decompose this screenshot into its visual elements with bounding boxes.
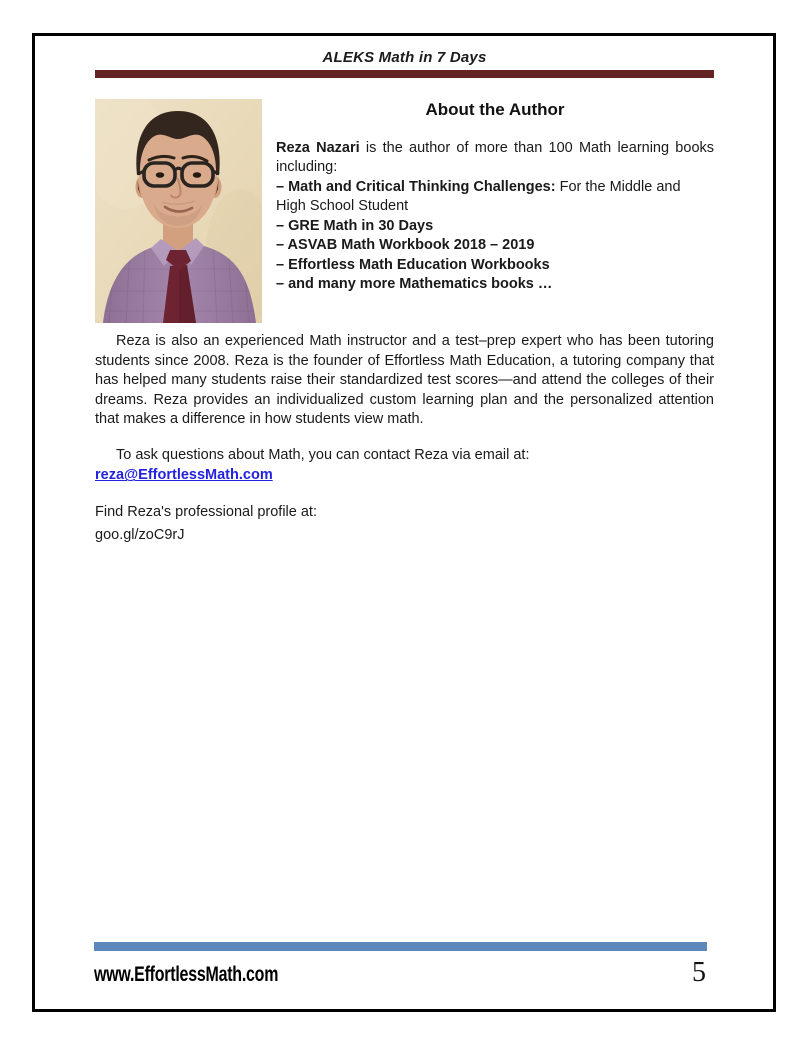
author-photo-illustration bbox=[95, 99, 262, 323]
document-page bbox=[32, 33, 776, 1012]
footer-rule bbox=[94, 942, 707, 951]
author-name: Reza Nazari bbox=[276, 139, 360, 156]
contact-intro-line: To ask questions about Math, you can contact Reza via email at: bbox=[116, 446, 530, 463]
author-bio-paragraph: Reza is also an experienced Math instructor and a test–prep expert who has been tutoring students since 2008. Reza is the founder of Effortless Math Education, a tutoring company that has helped many students raise their standardized test scores—and attend the colleges of their dreams. Reza provides an individualized custom learning plan and the personalized attention that makes a difference in how students view math. bbox=[95, 333, 714, 428]
website-url: www.EffortlessMath.com bbox=[94, 963, 279, 986]
book-list-item: – and many more Mathematics books … bbox=[276, 276, 553, 292]
author-photo bbox=[95, 99, 262, 323]
page-footer bbox=[94, 942, 716, 987]
section-heading: About the Author bbox=[425, 100, 565, 119]
author-intro bbox=[276, 139, 714, 178]
author-intro-rest: is the author of more than 100 Math learning books including: bbox=[276, 139, 715, 175]
running-header-title: ALEKS Math in 7 Days bbox=[322, 49, 487, 66]
profile-intro-line: Find Reza's professional profile at: bbox=[95, 504, 317, 521]
page-number: 5 bbox=[692, 957, 706, 988]
header-rule bbox=[95, 70, 714, 78]
profile-url-text: goo.gl/zoC9rJ bbox=[95, 526, 185, 543]
book-list-item: – GRE Math in 30 Days bbox=[276, 217, 434, 234]
author-text-column bbox=[276, 99, 714, 323]
book-list-item: – Effortless Math Education Workbooks bbox=[276, 256, 550, 273]
book-list-item: – ASVAB Math Workbook 2018 – 2019 bbox=[276, 237, 535, 253]
email-link[interactable]: reza@EffortlessMath.com bbox=[95, 467, 273, 484]
book-list-item: – Math and Critical Thinking Challenges: For the Middle and High School Student bbox=[276, 178, 681, 214]
author-section bbox=[95, 99, 714, 323]
footer-row bbox=[94, 959, 716, 987]
page-content bbox=[35, 36, 773, 1009]
